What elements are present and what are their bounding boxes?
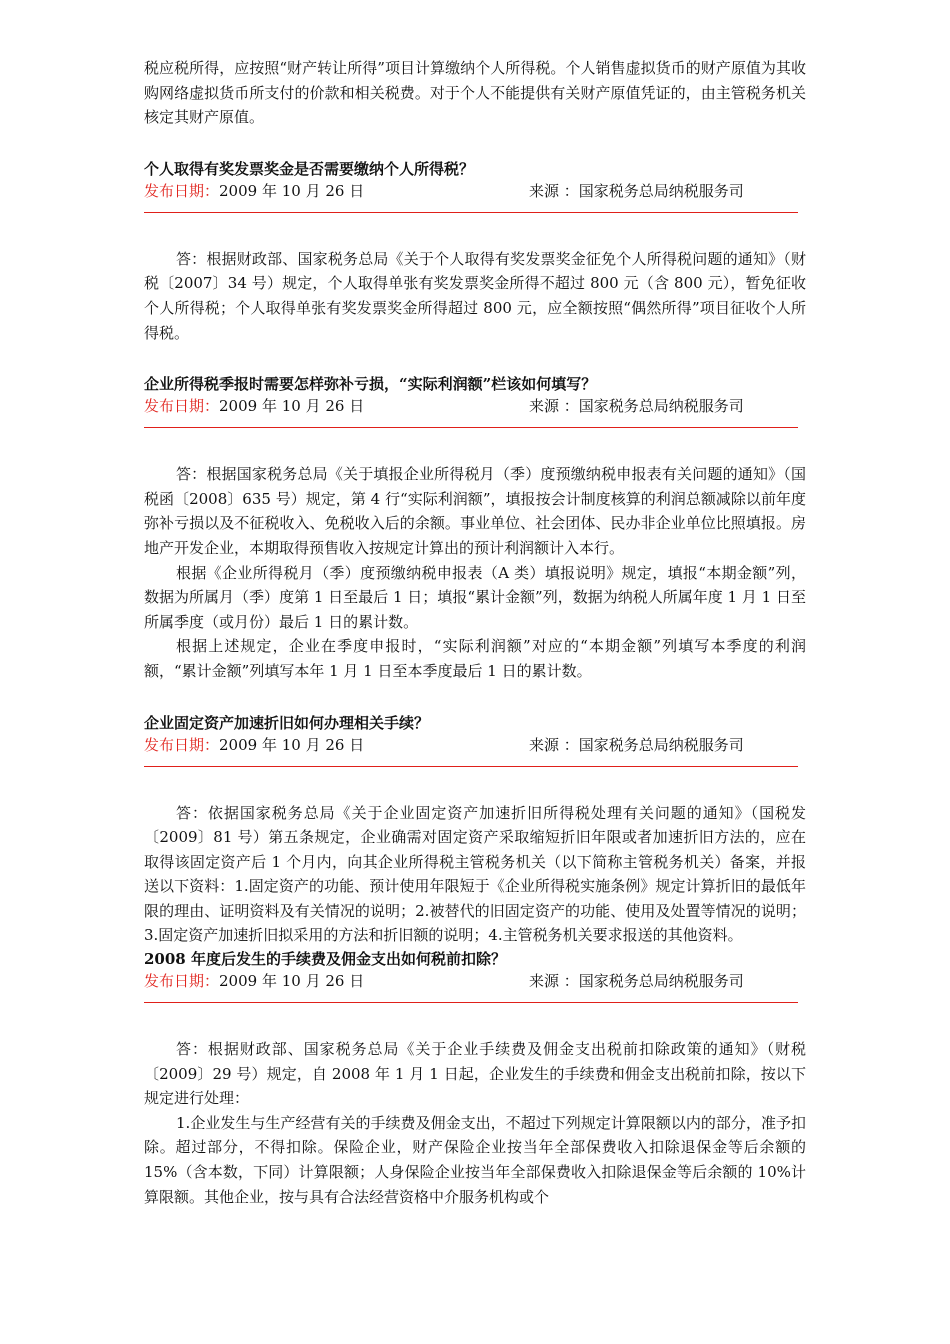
question-title: 个人取得有奖发票奖金是否需要缴纳个人所得税？ — [144, 159, 475, 178]
source-text: 来源 ：国家税务总局纳税服务司 — [529, 735, 744, 754]
date-label: 发布日期： — [144, 972, 220, 991]
meta-line — [144, 734, 806, 756]
qa-section — [144, 373, 806, 683]
date-label: 发布日期： — [144, 735, 220, 754]
answer-paragraph: 答：根据财政部、国家税务总局《关于企业手续费及佣金支出税前扣除政策的通知》（财税〔2009〕29 号）规定，自 2008 年 1 月 1 日起，企业发生的手续费和佣金支出税前扣除，按以下规定进行处理： — [144, 1040, 806, 1108]
publish-date: 2009 年 10 月 26 日 — [219, 972, 365, 991]
source-text: 来源 ：国家税务总局纳税服务司 — [529, 181, 744, 200]
date-label: 发布日期： — [144, 397, 220, 416]
intro-paragraph: 税应税所得，应按照“财产转让所得”项目计算缴纳个人所得税。个人销售虚拟货币的财产原值为其收购网络虚拟货币所支付的价款和相关税费。对于个人不能提供有关财产原值凭证的，由主管税务机关核定其财产原值。 — [144, 59, 806, 127]
qa-section — [144, 712, 806, 949]
answer-paragraph: 根据《企业所得税月（季）度预缴纳税申报表（A 类）填报说明》规定，填报“本期金额”列，数据为所属月（季）度第 1 日至最后 1 日；填报“累计金额”列，数据为纳税人所属年度 1 月 1 日至所属季度（或月份）最后 1 日的累计数。 — [144, 563, 806, 631]
question-title: 2008 年度后发生的手续费及佣金支出如何税前扣除？ — [144, 950, 506, 969]
meta-line — [144, 180, 806, 202]
answer-paragraph: 答：依据国家税务总局《关于企业固定资产加速折旧所得税处理有关问题的通知》（国税发〔2009〕81 号）第五条规定，企业确需对固定资产采取缩短折旧年限或者加速折旧方法的，应在取得该固定资产后 1 个月内，向其企业所得税主管税务机关（以下简称主管税务机关）备案，并报送以下资料：1.固定资产的功能、预计使用年限短于《企业所得税实施条例》规定计算折旧的最低年限的理由、证明资料及有关情况的说明；2.被替代的旧固定资产的功能、使用及处置等情况的说明；3.固定资产加速折旧拟采用的方法和折旧额的说明；4.主管税务机关要求报送的其他资料。 — [144, 803, 806, 945]
qa-section — [144, 158, 806, 345]
qa-section — [144, 948, 806, 1209]
date-label: 发布日期： — [144, 181, 220, 200]
question-title: 企业固定资产加速折旧如何办理相关手续？ — [144, 713, 430, 732]
answer-paragraph: 根据上述规定，企业在季度申报时，“实际利润额”对应的“本期金额”列填写本季度的利润额，“累计金额”列填写本年 1 月 1 日至本季度最后 1 日的累计数。 — [144, 637, 806, 680]
intro-section — [144, 56, 806, 130]
document-page — [144, 56, 806, 1209]
publish-date: 2009 年 10 月 26 日 — [219, 181, 365, 200]
source-text: 来源 ：国家税务总局纳税服务司 — [529, 397, 744, 416]
answer-paragraph: 1.企业发生与生产经营有关的手续费及佣金支出，不超过下列规定计算限额以内的部分，准予扣除。超过部分，不得扣除。保险企业，财产保险企业按当年全部保费收入扣除退保金等后余额的 15%（含本数，下同）计算限额；人身保险企业按当年全部保费收入扣除退保金等后余额的 10%计算限额。其他企业，按与具有合法经营资格中介服务机构或个 — [144, 1113, 806, 1206]
publish-date: 2009 年 10 月 26 日 — [219, 397, 365, 416]
meta-line — [144, 395, 806, 417]
question-title: 企业所得税季报时需要怎样弥补亏损，“实际利润额”栏该如何填写？ — [144, 375, 597, 394]
source-text: 来源 ：国家税务总局纳税服务司 — [529, 972, 744, 991]
answer-paragraph: 答：根据国家税务总局《关于填报企业所得税月（季）度预缴纳税申报表有关问题的通知》（国税函〔2008〕635 号）规定，第 4 行“实际利润额”，填报按会计制度核算的利润总额减除以前年度弥补亏损以及不征税收入、免税收入后的余额。事业单位、社会团体、民办非企业单位比照填报。房地产开发企业，本期取得预售收入按规定计算出的预计利润额计入本行。 — [144, 465, 806, 557]
publish-date: 2009 年 10 月 26 日 — [219, 735, 365, 754]
meta-line — [144, 970, 806, 992]
answer-paragraph: 答：根据财政部、国家税务总局《关于个人取得有奖发票奖金征免个人所得税问题的通知》（财税〔2007〕34 号）规定，个人取得单张有奖发票奖金所得不超过 800 元（含 800 元），暂免征收个人所得税；个人取得单张有奖发票奖金所得超过 800 元，应全额按照“偶然所得”项目征收个人所得税。 — [144, 249, 806, 342]
